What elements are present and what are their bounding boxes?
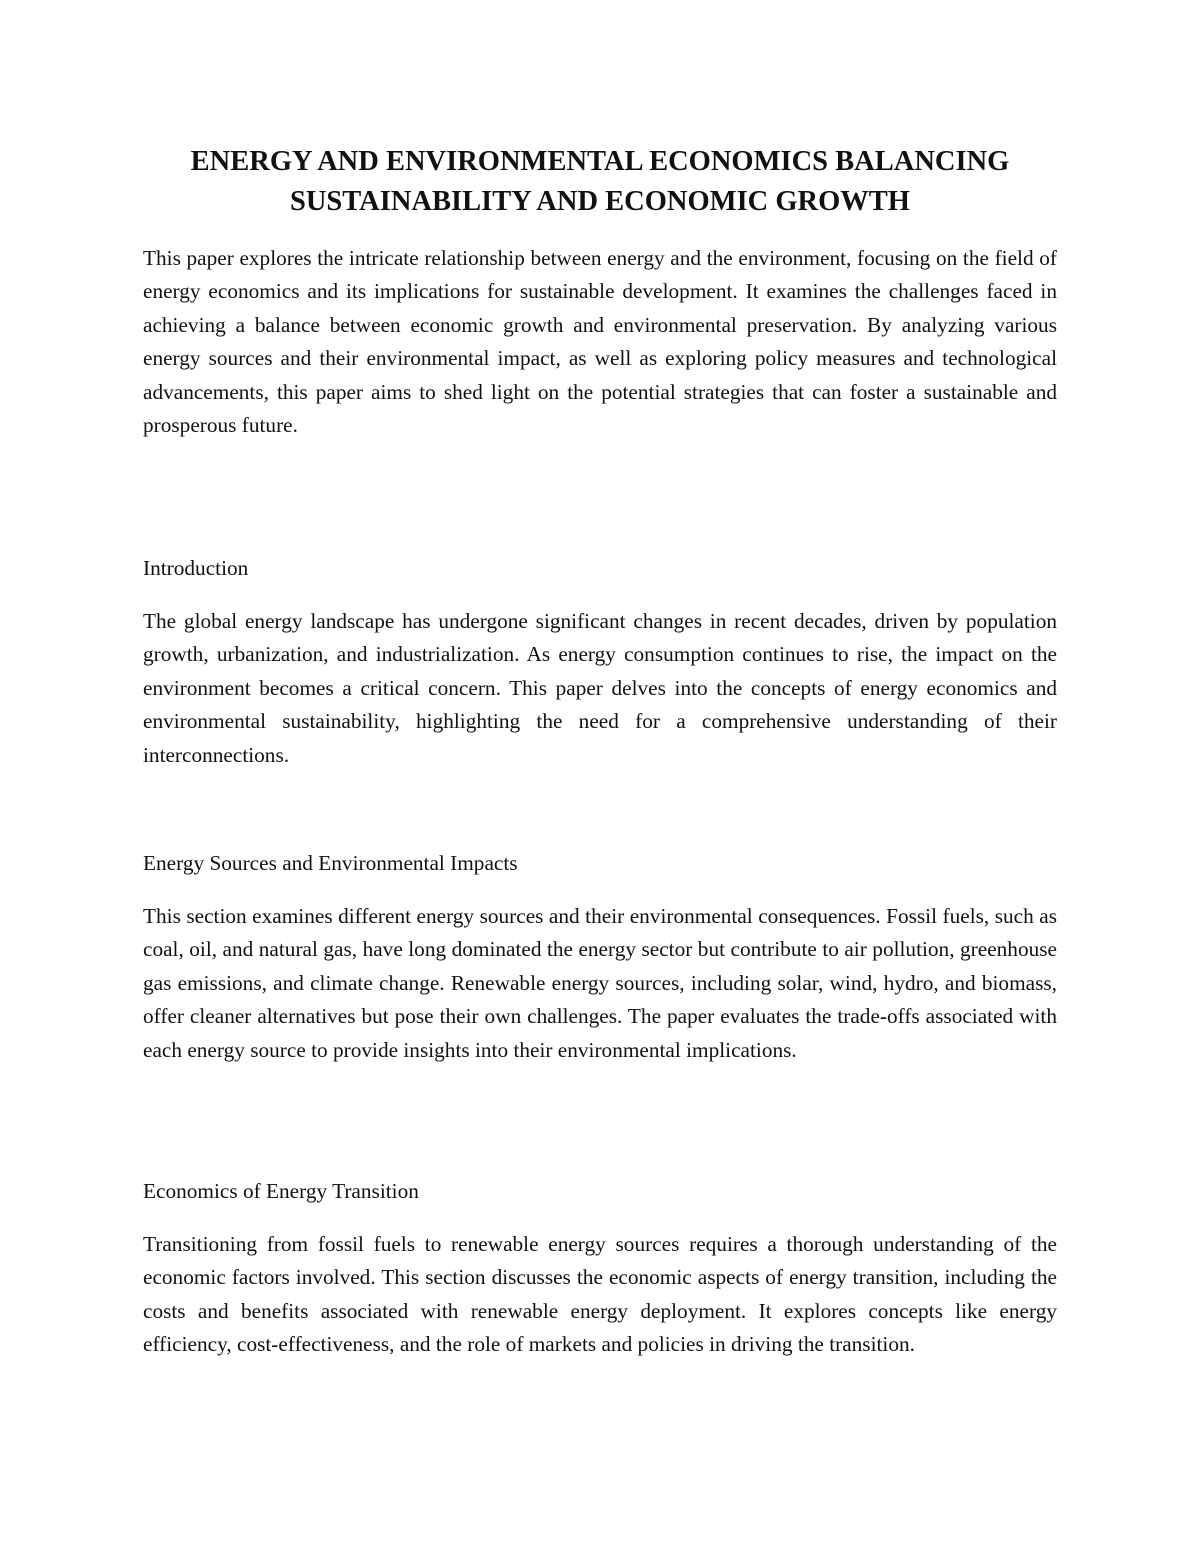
section-body-energy-sources: This section examines different energy sources and their environmental consequences. Fossil fuels, such as coal, oil, and natural gas, have long dominated the energy sector but contribute to air pollution, greenhouse gas emissions, and climate change. Renewable energy sources, including solar, wind, hydro, and biomass, offer cleaner alternatives but pose their own challenges. The paper evaluates the trade-offs associated with each energy source to provide insights into their environmental implications.: [143, 904, 1057, 1062]
section-body-introduction: The global energy landscape has undergone significant changes in recent decades, driven by population growth, urbanization, and industrialization. As energy consumption continues to rise, the impact on the environment becomes a critical concern. This paper delves into the concepts of energy economics and environmental sustainability, highlighting the need for a comprehensive understanding of their interconnections.: [143, 609, 1057, 767]
abstract-paragraph: This paper explores the intricate relationship between energy and the environment, focusing on the field of energy economics and its implications for sustainable development. It examines the challenges faced in achieving a balance between economic growth and environmental preservation. By analyzing various energy sources and their environmental impact, as well as exploring policy measures and technological advancements, this paper aims to shed light on the potential strategies that can foster a sustainable and prosperous future.: [143, 246, 1057, 438]
section-heading-introduction: Introduction: [143, 556, 249, 580]
section-heading-energy-sources: Energy Sources and Environmental Impacts: [143, 851, 518, 875]
document-title: ENERGY AND ENVIRONMENTAL ECONOMICS BALANCING SUSTAINABILITY AND ECONOMIC GROWTH: [190, 146, 1010, 217]
section-heading-energy-transition: Economics of Energy Transition: [143, 1179, 419, 1203]
section-body-energy-transition: Transitioning from fossil fuels to renewable energy sources requires a thorough understanding of the economic factors involved. This section discusses the economic aspects of energy transition, including the costs and benefits associated with renewable energy deployment. It explores concepts like energy efficiency, cost-effectiveness, and the role of markets and policies in driving the transition.: [143, 1232, 1057, 1357]
